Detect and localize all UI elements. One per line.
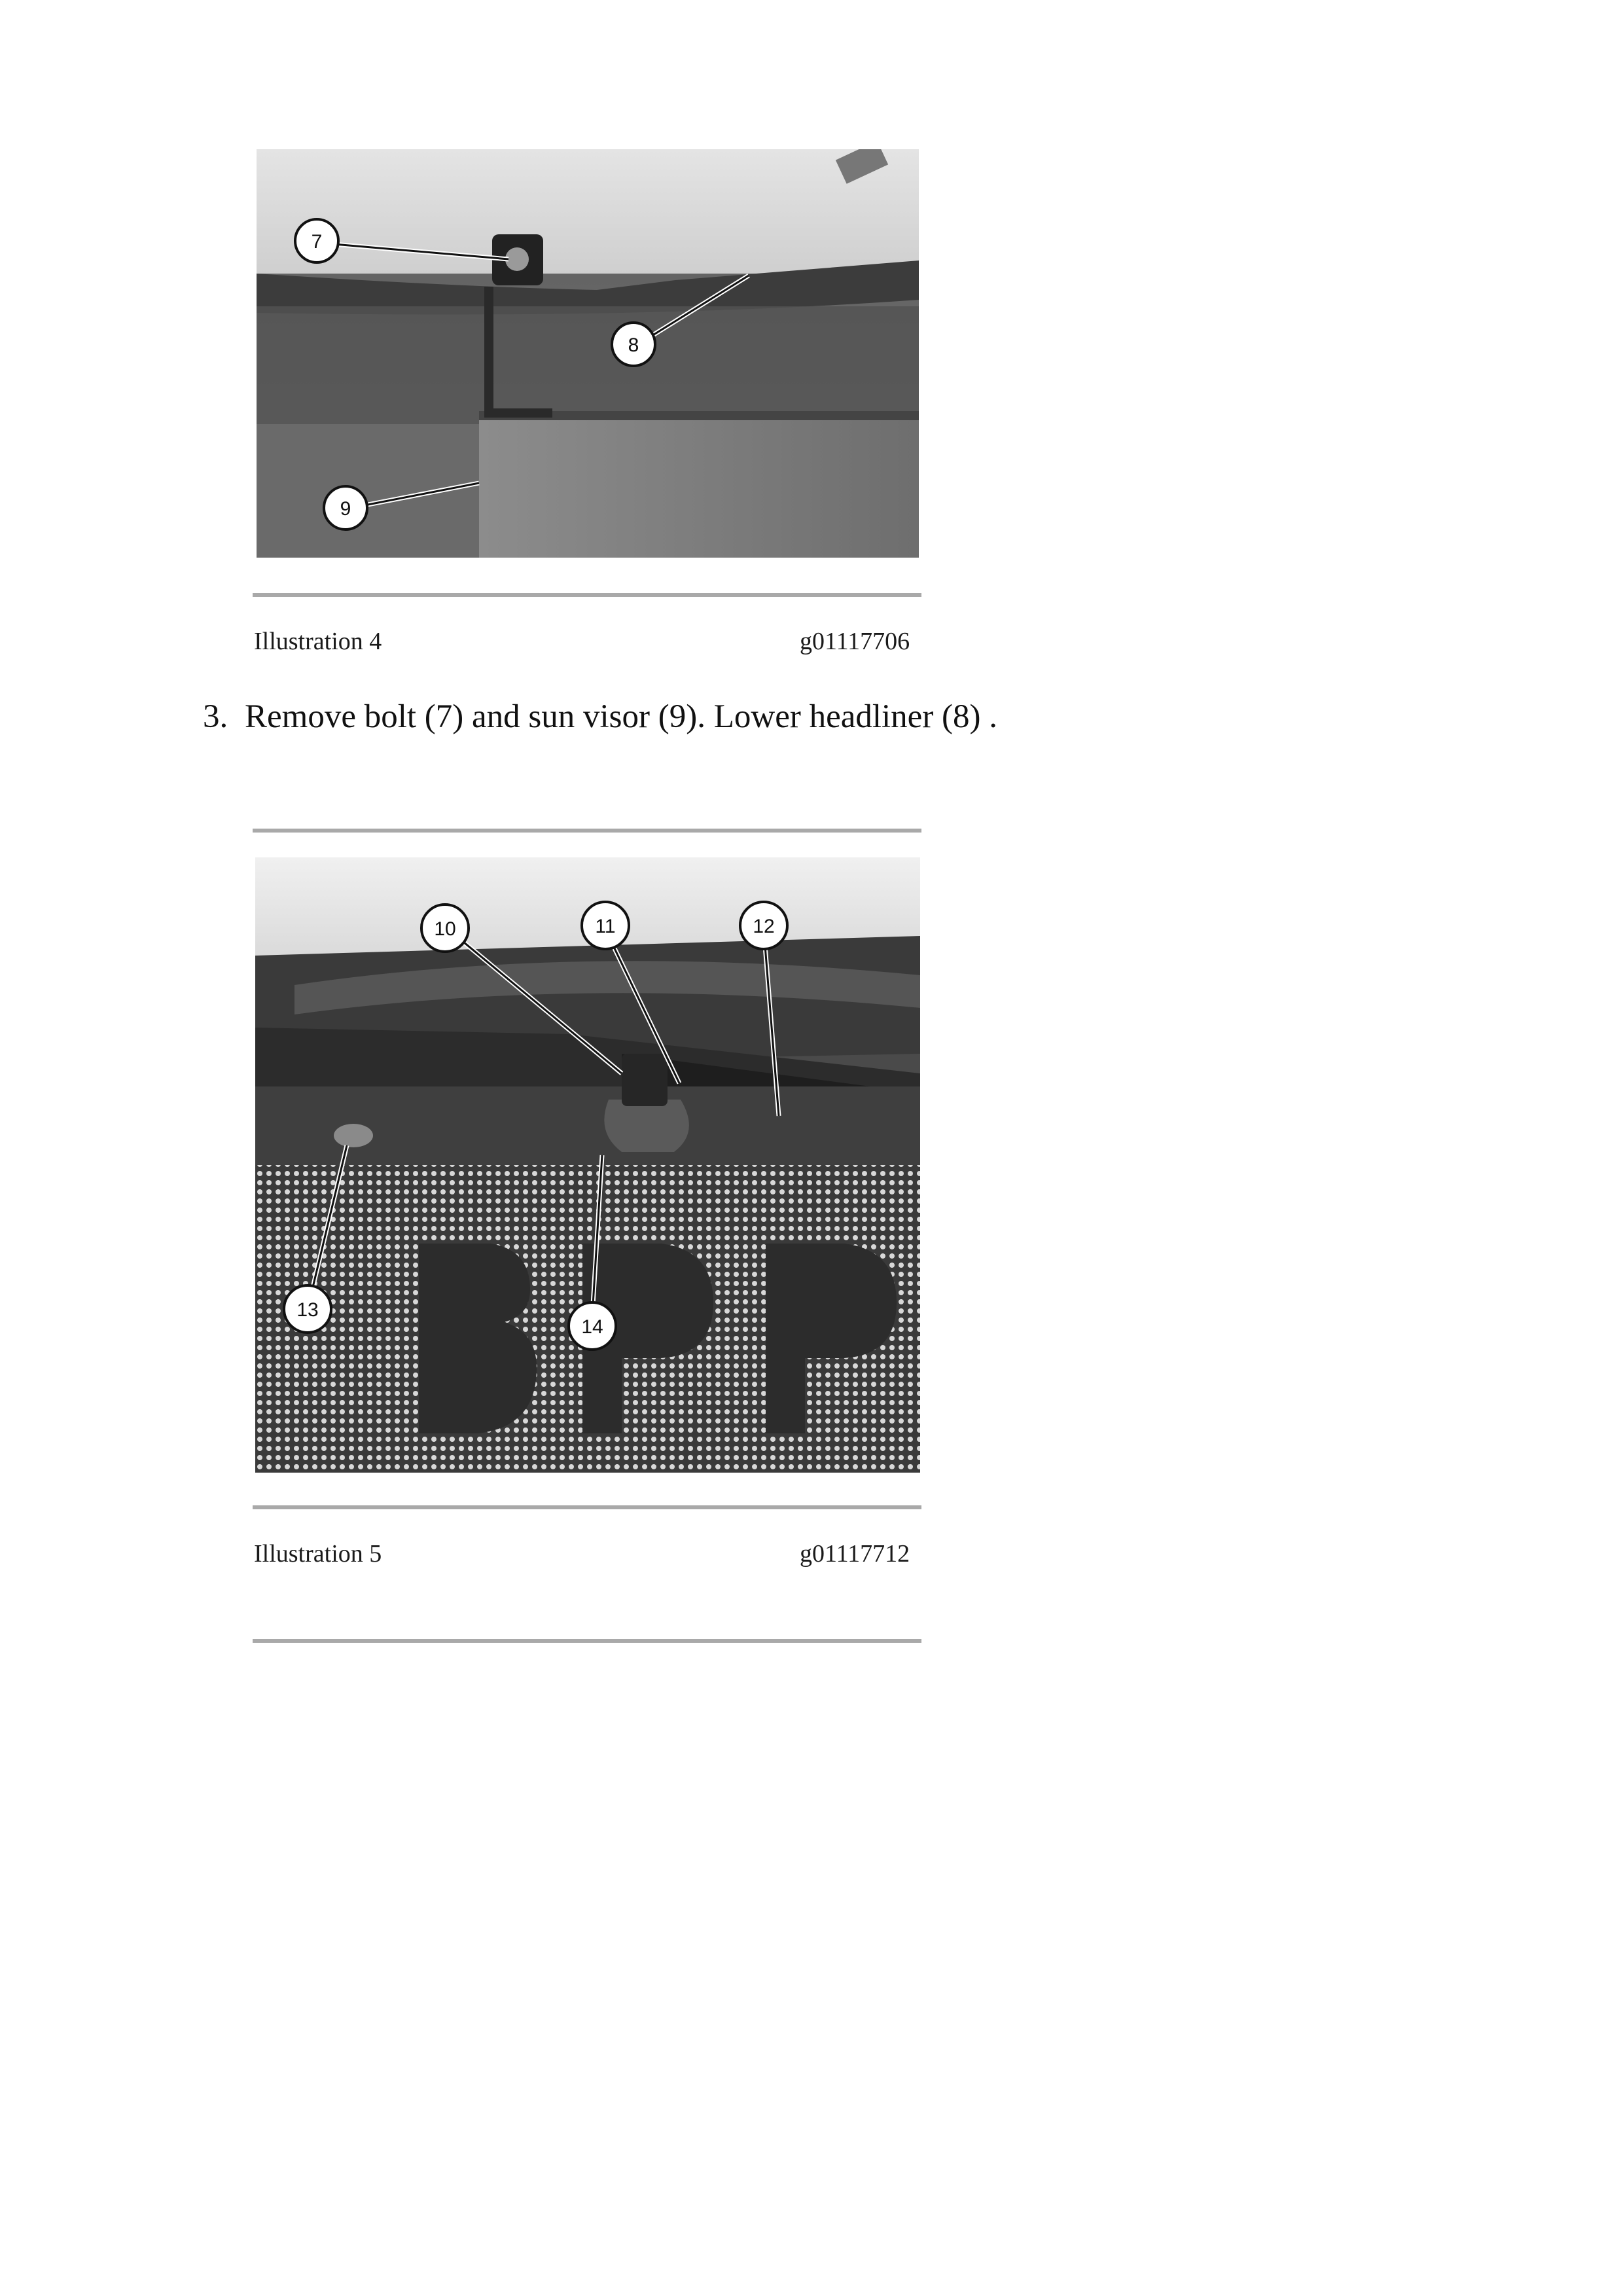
callout-14-label: 14 [581,1316,603,1338]
callout-10-label: 10 [434,918,456,940]
illustration-4-code: g01117706 [800,628,910,655]
callout-12-label: 12 [753,916,775,937]
illustration-4-rule [253,593,921,597]
illustration-5-top-rule [253,829,921,833]
callout-13-label: 13 [296,1299,319,1321]
illustration-5-bottom-rule [253,1639,921,1643]
callout-7-label: 7 [311,231,323,253]
callout-8-label: 8 [628,334,639,356]
callout-11-label: 11 [595,916,616,937]
illustration-5-rule [253,1505,921,1509]
callout-9-label: 9 [340,498,351,520]
illustration-5-label: Illustration 5 [254,1540,382,1568]
step-3-number: 3. [203,698,228,735]
illustration-4-label: Illustration 4 [254,628,382,655]
step-3-text: Remove bolt (7) and sun visor (9). Lower headliner (8) . [245,698,998,735]
illustration-4-photo [257,149,919,558]
illustration-5-photo [255,857,920,1473]
illustration-5-code: g01117712 [800,1540,910,1568]
